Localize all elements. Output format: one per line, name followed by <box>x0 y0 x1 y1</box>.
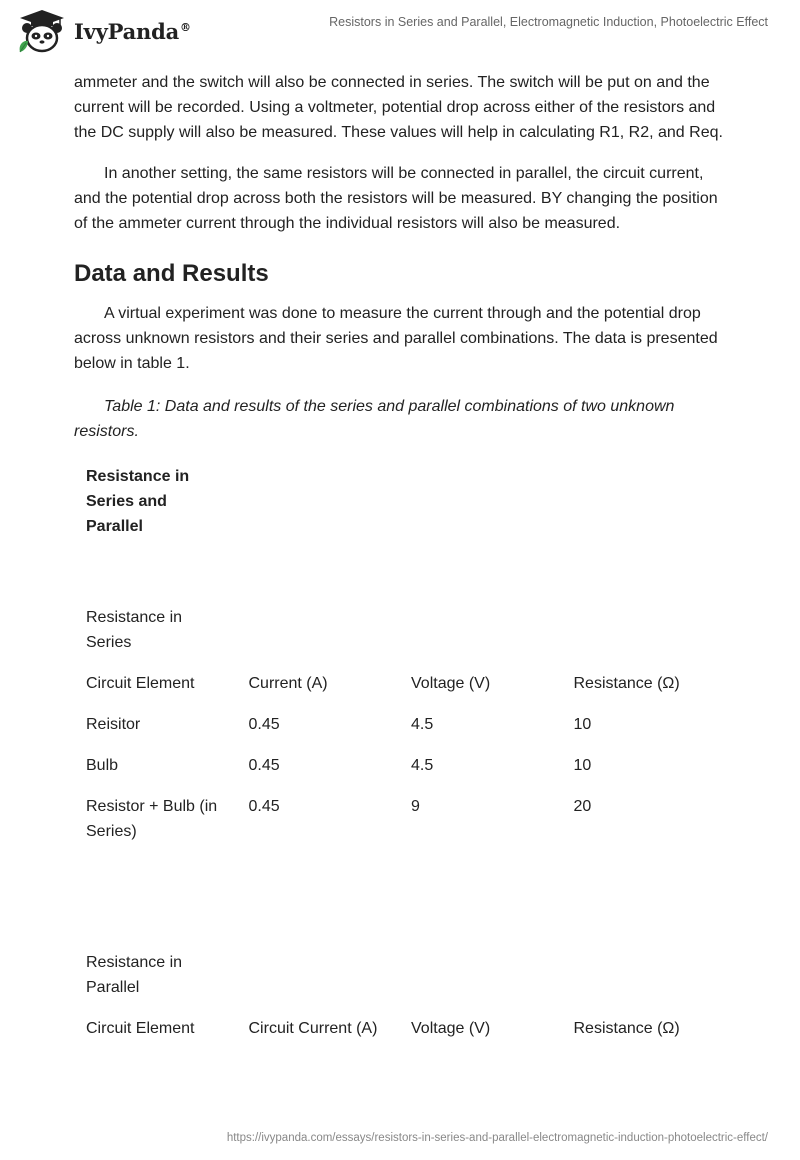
table-cell: Reisitor <box>86 716 141 733</box>
parallel-label-row <box>74 946 724 1012</box>
parallel-header-row <box>74 1012 724 1053</box>
table-cell: 10 <box>573 716 592 733</box>
series-label-row <box>74 601 724 667</box>
table-title-row <box>74 460 724 551</box>
table-cell: 10 <box>573 757 592 774</box>
page-header <box>0 0 800 64</box>
column-header: Circuit Current (A) <box>248 1020 378 1037</box>
panda-logo-icon <box>16 8 68 54</box>
series-label: Resistance in Series <box>86 609 183 651</box>
table-cell: 0.45 <box>248 716 280 733</box>
table-row <box>74 749 724 790</box>
paragraph-1: ammeter and the switch will also be connected in series. The switch will be put on and the current will be recorded. Using a voltmeter, potential drop across either of the resistors and the DC supply will also be measured. These values will help in calculating R1, R2, and Req. <box>74 74 723 141</box>
document-title: Resistors in Series and Parallel, Electromagnetic Induction, Photoelectric Effect <box>329 15 768 29</box>
parallel-label: Resistance in Parallel <box>86 954 183 996</box>
column-header: Resistance (Ω) <box>573 1020 680 1037</box>
table-cell: Bulb <box>86 757 119 774</box>
column-header: Circuit Element <box>86 1020 195 1037</box>
column-header: Circuit Element <box>86 675 195 692</box>
table-cell: 20 <box>573 798 592 815</box>
column-header: Current (A) <box>248 675 328 692</box>
table-cell: 0.45 <box>248 798 280 815</box>
ivypanda-logo[interactable] <box>16 8 191 54</box>
series-header-row <box>74 667 724 708</box>
column-header: Resistance (Ω) <box>573 675 680 692</box>
table-row <box>74 790 724 856</box>
brand-name: IvyPanda® <box>74 18 191 44</box>
column-header: Voltage (V) <box>411 1020 491 1037</box>
table-cell: Resistor + Bulb (in Series) <box>86 798 218 840</box>
table-cell: 9 <box>411 798 420 815</box>
results-table <box>74 460 724 1053</box>
table-cell: 4.5 <box>411 716 434 733</box>
paragraph-3: A virtual experiment was done to measure the current through and the potential drop across unknown resistors and their series and parallel combinations. The data is presented below in table 1. <box>74 305 718 372</box>
table-caption: Table 1: Data and results of the series and parallel combinations of two unknown resistors. <box>74 398 675 440</box>
paragraph-2: In another setting, the same resistors will be connected in parallel, the circuit current, and the potential drop across both the resistors will be measured. BY changing the position of the ammeter current through the individual resistors will also be measured. <box>74 165 718 232</box>
table-cell: 0.45 <box>248 757 280 774</box>
table-title-cell: Resistance in Series and Parallel <box>86 468 190 535</box>
table-row <box>74 708 724 749</box>
document-body <box>74 70 726 1053</box>
section-heading: Data and Results <box>74 260 269 287</box>
source-url[interactable]: https://ivypanda.com/essays/resistors-in-series-and-parallel-electromagnetic-induction-photoelectric-effect/ <box>226 1132 768 1144</box>
column-header: Voltage (V) <box>411 675 491 692</box>
table-cell: 4.5 <box>411 757 434 774</box>
